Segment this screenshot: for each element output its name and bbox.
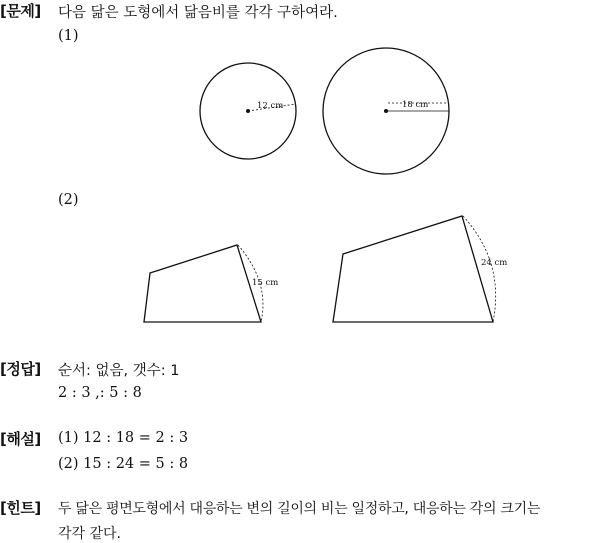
part2-label: (2) <box>58 192 79 208</box>
answer-tag: [정답] <box>0 360 41 378</box>
explanation-line2: (2) 15 : 24 = 5 : 8 <box>58 456 189 472</box>
answer-value: 2 : 3 ,: 5 : 8 <box>58 385 142 401</box>
small-side-label: 15 cm <box>252 278 279 288</box>
large-side-arc <box>463 216 496 322</box>
question-text: 다음 닮은 도형에서 닮음비를 각각 구하여라. <box>58 5 338 21</box>
small-radius-label: 12 cm <box>257 101 284 111</box>
problem-tag: [문제] <box>0 2 41 20</box>
large-radius-label: 18 cm <box>402 100 429 110</box>
explanation-tag: [해설] <box>0 430 41 448</box>
hint-line2: 각각 같다. <box>58 526 121 542</box>
explanation-line1: (1) 12 : 18 = 2 : 3 <box>58 430 189 446</box>
hint-tag: [힌트] <box>0 499 41 517</box>
hint-line1: 두 닮은 평면도형에서 대응하는 변의 길이의 비는 일정하고, 대응하는 각의 크기는 <box>58 501 541 517</box>
small-quadrilateral <box>144 245 261 322</box>
answer-meta: 순서: 없음, 갯수: 1 <box>58 363 180 379</box>
figure1-circles <box>200 48 449 174</box>
part1-label: (1) <box>58 28 79 44</box>
figure2-quadrilaterals <box>144 216 507 322</box>
large-side-label: 24 cm <box>481 258 508 268</box>
large-quadrilateral <box>333 216 493 322</box>
